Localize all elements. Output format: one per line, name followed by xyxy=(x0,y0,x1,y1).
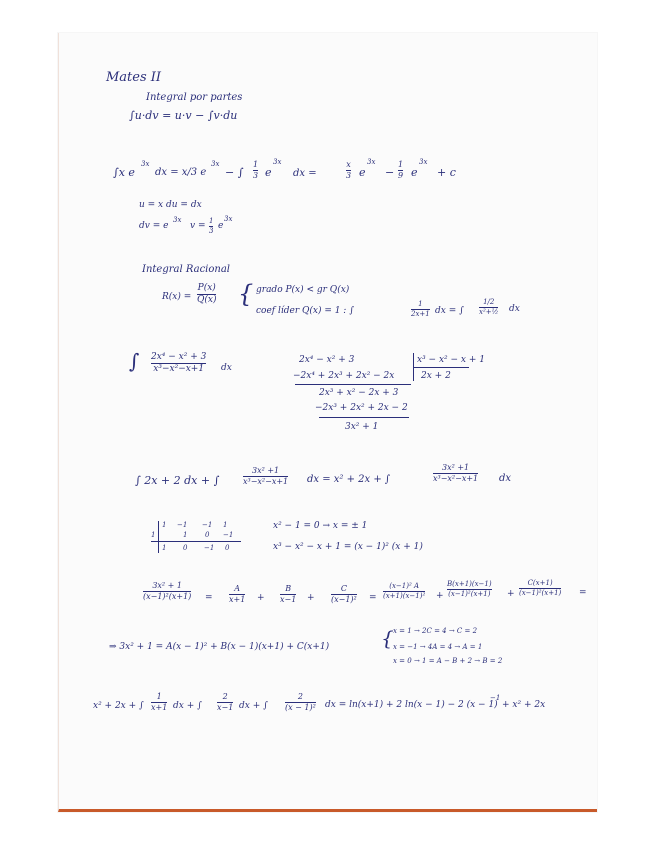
fraction-a: A x+1 xyxy=(229,584,246,605)
split-dx: dx xyxy=(499,473,512,484)
page-title: Mates II xyxy=(106,70,162,85)
split-part2: dx = x² + 2x + ∫ xyxy=(307,474,391,485)
condition-leading-coef: coef líder Q(x) = 1 : ∫ xyxy=(256,306,354,316)
example-exponent: 3x xyxy=(273,158,282,166)
fraction-remainder: 3x² +1 x³−x²−x+1 xyxy=(243,466,289,487)
final-tail: + x² + 2x xyxy=(502,700,546,710)
example-mid: dx = x/3 e xyxy=(155,167,207,178)
plus: + xyxy=(436,591,444,601)
fraction-one-third: 1 3 xyxy=(253,160,259,181)
example-exponent: 3x xyxy=(211,160,220,168)
ruffini-cell: −1 xyxy=(202,521,213,529)
ruffini-cell: 1 xyxy=(162,544,167,552)
ruffini-cell: 0 xyxy=(183,544,188,552)
integral-sign: ∫ xyxy=(129,349,140,373)
division-row: −2x³ + 2x² + 2x − 2 xyxy=(315,403,408,413)
fraction-one-over-2x1: 1 2x+1 xyxy=(411,300,430,319)
example-e: e xyxy=(265,166,272,179)
ruffini-cell: −1 xyxy=(177,521,188,529)
condition-dx: dx = ∫ xyxy=(435,306,464,316)
case-x-minus-1: x = −1 → 4A = 4 → A = 1 xyxy=(393,643,483,651)
brace: { xyxy=(238,280,254,308)
final-result-text: dx = ln(x+1) + 2 ln(x − 1) − 2 (x − 1) xyxy=(325,700,498,710)
remainder: 3x² + 1 xyxy=(345,422,379,432)
root-equation: x² − 1 = 0 → x = ± 1 xyxy=(273,521,368,531)
example-exponent: 3x xyxy=(419,158,428,166)
brace: { xyxy=(381,626,394,650)
plus: + xyxy=(507,589,515,599)
example-minus: − xyxy=(385,166,395,179)
fraction-lhs: 3x² + 1 (x−1)²(x+1) xyxy=(143,581,192,602)
ruffini-root: 1 xyxy=(151,531,156,539)
example-e: e xyxy=(411,166,418,179)
fraction-b: B x−1 xyxy=(280,584,297,605)
fraction-2-over-square: 2 (x − 1)² xyxy=(285,692,316,713)
plus: + xyxy=(257,593,265,603)
fraction-c: C (x−1)² xyxy=(331,584,357,605)
final-lead: x² + 2x + ∫ xyxy=(93,701,144,711)
fraction-integrand: 2x⁴ − x² + 3 x³−x²−x+1 xyxy=(151,352,207,375)
ruffini-cell: 1 xyxy=(162,521,167,529)
fraction-2-over-x-1: 2 x−1 xyxy=(217,692,234,713)
quotient: 2x + 2 xyxy=(421,371,451,381)
case-x-1: x = 1 → 2C = 4 → C = 2 xyxy=(393,627,478,635)
example-minus-integral: − ∫ xyxy=(225,166,244,179)
ruffini-cell: 0 xyxy=(205,531,210,539)
ruffini-cell: 1 xyxy=(183,531,188,539)
integrand-dx: dx xyxy=(221,363,232,373)
condition-dx: dx xyxy=(509,304,520,314)
equals: = xyxy=(579,588,587,598)
factorization: x³ − x² − x + 1 = (x − 1)² (x + 1) xyxy=(273,542,423,552)
example-left: ∫x e xyxy=(113,166,135,179)
fraction-a-expanded: (x−1)² A (x+1)(x−1)² xyxy=(383,582,426,601)
example-dx: dx = xyxy=(293,168,317,179)
equals: = xyxy=(369,593,377,603)
ruffini-cell: 0 xyxy=(225,544,230,552)
notebook-paper: Mates II Integral por partes ∫u·dv = u·v − ∫v·du ∫x e 3x dx = x/3 e 3x − ∫ 1 3 e 3x dx = x 3 e 3x − 1 9 e 3x + c u = x du = dx dv = e 3x v = 1 3 e 3x Integral Racional R(x) = P(x) Q(x) { grado P(x) < gr Q(x) coef líder Q(x) = 1 : ∫ 1 2x+1 dx = ∫ 1/2 x²+½ dx ∫ 2x⁴ − x² + 3 x³−x²−x+1 dx 2x⁴ − x² + 3 x³ − x² − x + 1 2x + 2 −2x⁴ + 2x³ + 2x² − 2x 2x³ + x² − 2x + 3 −2x³ + 2x² + 2x − 2 3x² + 1 ∫ 2x + 2 dx + ∫ 3x² +1 x³−x²−x+1 dx = x² + 2x + ∫ 3x² +1 x³−x²−x+1 dx 1 −1 −1 1 1 1 0 −1 1 0 −1 0 x² − 1 = 0 → x = ± 1 x³ − x² − x + 1 = (x − 1)² (x + 1) 3x² + 1 (x−1)²(x+1) = A x+1 + B x−1 + C (x−1)² = (x−1)² A (x+1)(x−1)² + B(x+1)(x−1) (x−1)²(x+1) + C(x+1) (x−1)²(x+1) = ⇒ 3x² + 1 = A(x − 1)² + B(x − 1)(x+1) + C(x+1) { x = 1 → 2C = 4 → C = 2 x = −1 → 4A = 4 → A = 1 x = 0 → 1 = A − B + 2 → B = 2 x² + 2x + ∫ 1 x+1 dx + ∫ 2 x−1 dx + ∫ 2 (x − 1)² dx = ln(x+1) + 2 ln(x − 1) − 2 (x − 1) −1 + x² + 2x xyxy=(58,33,597,812)
rational-label: R(x) = xyxy=(162,292,192,302)
condition-degree: grado P(x) < gr Q(x) xyxy=(256,285,350,295)
example-exponent: 3x xyxy=(141,160,150,168)
fraction-x-third: x 3 xyxy=(346,160,352,181)
plus: + xyxy=(307,593,315,603)
fraction-one-ninth: 1 9 xyxy=(398,160,404,181)
final-mid: dx + ∫ xyxy=(239,701,268,711)
example-exponent: 3x xyxy=(367,158,376,166)
division-row: 2x³ + x² − 2x + 3 xyxy=(319,388,399,398)
fraction-half: 1/2 x²+½ xyxy=(479,298,499,317)
fraction-remainder: 3x² +1 x³−x²−x+1 xyxy=(433,463,479,484)
fraction-one-third: 1 3 xyxy=(209,217,214,236)
coefficient-identity: ⇒ 3x² + 1 = A(x − 1)² + B(x − 1)(x+1) + C(x+1) xyxy=(109,642,330,652)
split-part1: ∫ 2x + 2 dx + ∫ xyxy=(135,474,220,487)
fraction-b-expanded: B(x+1)(x−1) (x−1)²(x+1) xyxy=(447,580,492,599)
parts-formula: ∫u·dv = u·v − ∫v·du xyxy=(129,109,238,122)
division-row: −2x⁴ + 2x³ + 2x² − 2x xyxy=(293,371,395,381)
fraction-1-over-x1: 1 x+1 xyxy=(151,692,168,713)
example-e: e xyxy=(359,166,366,179)
equals: = xyxy=(205,593,213,603)
ruffini-cell: 1 xyxy=(223,521,228,529)
fraction-p-over-q: P(x) Q(x) xyxy=(197,283,217,306)
substitution-u: u = x du = dx xyxy=(139,200,202,210)
dividend: 2x⁴ − x² + 3 xyxy=(299,355,355,365)
case-x-0: x = 0 → 1 = A − B + 2 → B = 2 xyxy=(393,657,503,665)
section-heading-parts: Integral por partes xyxy=(146,92,243,103)
final-mid: dx + ∫ xyxy=(173,701,202,711)
ruffini-cell: −1 xyxy=(204,544,215,552)
ruffini-cell: −1 xyxy=(223,531,234,539)
final-exponent: −1 xyxy=(490,694,501,702)
fraction-c-expanded: C(x+1) (x−1)²(x+1) xyxy=(519,579,562,598)
section-heading-rational: Integral Racional xyxy=(142,264,230,275)
divisor: x³ − x² − x + 1 xyxy=(417,355,485,365)
example-constant: + c xyxy=(437,166,456,179)
